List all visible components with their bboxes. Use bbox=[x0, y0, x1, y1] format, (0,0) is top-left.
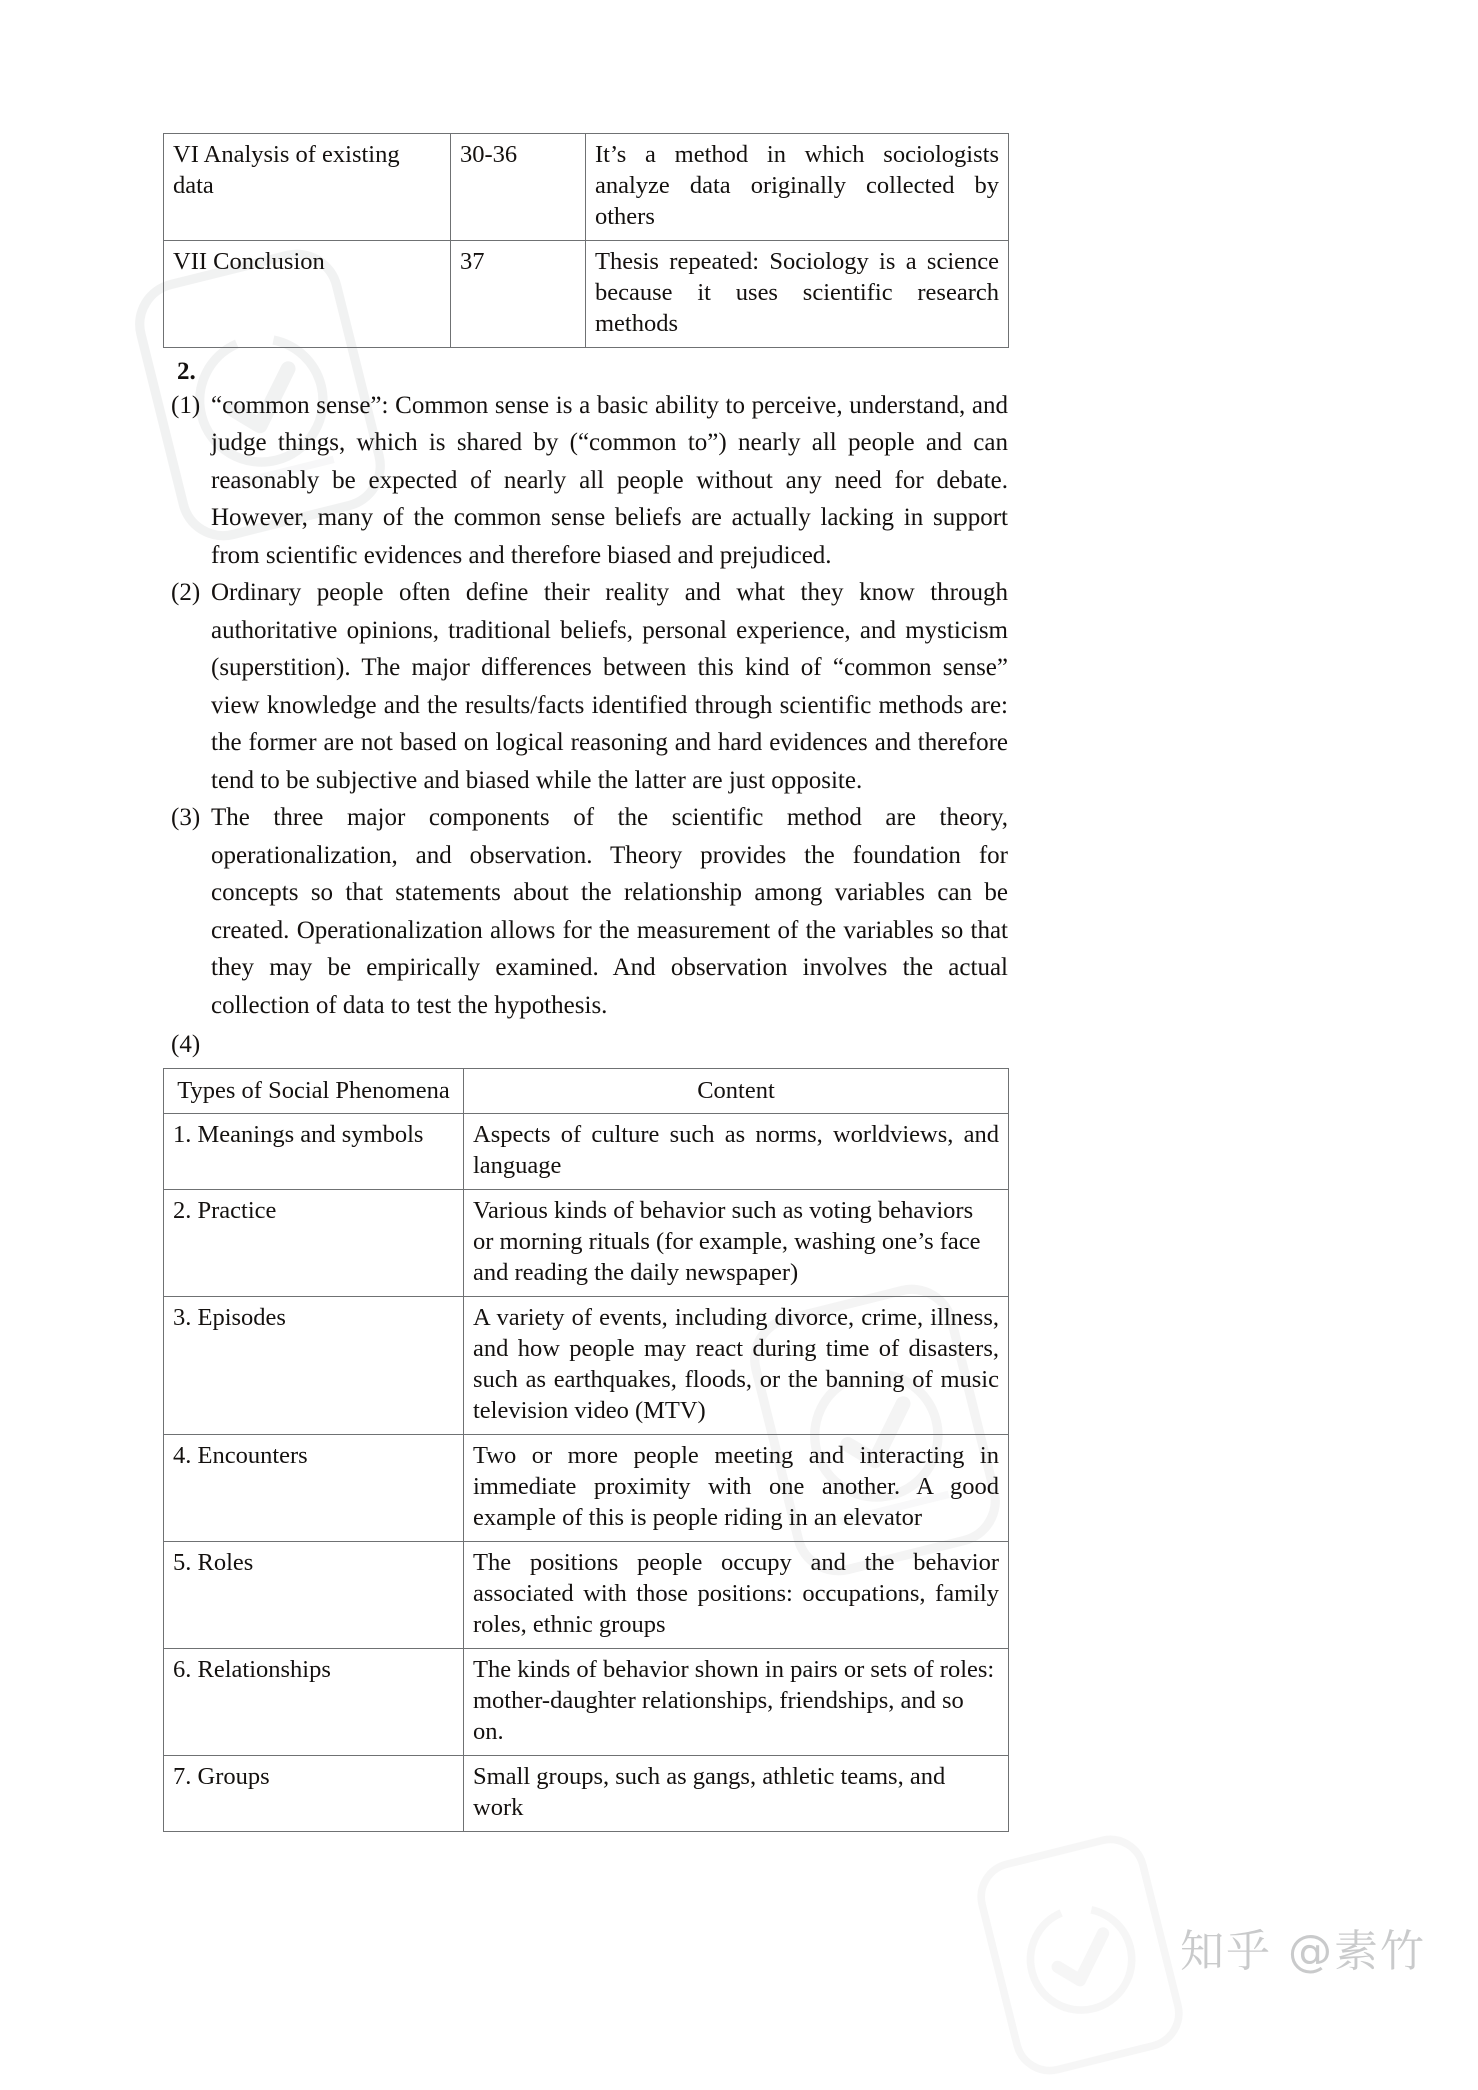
list-item-marker: (3) bbox=[171, 804, 201, 832]
list-item-marker: (2) bbox=[171, 579, 201, 607]
outline-table bbox=[163, 133, 1009, 348]
phenomenon-type: 7. Groups bbox=[164, 1755, 464, 1831]
table-row bbox=[164, 134, 1009, 241]
outline-section: VI Analysis of existing data bbox=[164, 134, 451, 241]
table-row bbox=[164, 1189, 1009, 1296]
phenomenon-content: Aspects of culture such as norms, worldviews, and language bbox=[464, 1113, 1009, 1189]
outline-description: It’s a method in which sociologists analyze data originally collected by others bbox=[586, 134, 1009, 241]
table-row bbox=[164, 1648, 1009, 1755]
document-content bbox=[163, 0, 1008, 1832]
list-item bbox=[163, 574, 1008, 799]
list-item-text: The three major components of the scientific method are theory, operationalization, and observation. Theory provides the foundation for concepts so that statements about the relationship among variables can be created. Operationalization allows for the measurement of the variables so that they may be empirically examined. And observation involves the actual collection of data to test the hypothesis. bbox=[211, 804, 1008, 1019]
phenomenon-content: The kinds of behavior shown in pairs or sets of roles: mother-daughter relationships, friendships, and so on. bbox=[464, 1648, 1009, 1755]
table-header-row bbox=[164, 1068, 1009, 1113]
outline-lines: 37 bbox=[451, 240, 586, 347]
phenomenon-content: Various kinds of behavior such as voting behaviors or morning rituals (for example, washing one’s face and reading the daily newspaper) bbox=[464, 1189, 1009, 1296]
column-header-content: Content bbox=[464, 1068, 1009, 1113]
list-item-text: Ordinary people often define their reality and what they know through authoritative opinions, traditional beliefs, personal experience, and mysticism (superstition). The major differences between this kind of “common sense” view knowledge and the results/facts identified through scientific methods are: the former are not based on logical reasoning and hard evidences and therefore tend to be subjective and biased while the latter are just opposite. bbox=[211, 579, 1008, 794]
table-row bbox=[164, 1113, 1009, 1189]
list-item-marker: (1) bbox=[171, 391, 201, 419]
phenomenon-type: 1. Meanings and symbols bbox=[164, 1113, 464, 1189]
phenomenon-content: A variety of events, including divorce, crime, illness, and how people may react during time of disasters, such as earthquakes, floods, or the banning of music television video (MTV) bbox=[464, 1296, 1009, 1434]
column-header-type: Types of Social Phenomena bbox=[164, 1068, 464, 1113]
phenomenon-type: 2. Practice bbox=[164, 1189, 464, 1296]
section-number: 2. bbox=[177, 357, 196, 385]
phenomenon-content: Two or more people meeting and interacting in immediate proximity with one another. A good example of this is people riding in an elevator bbox=[464, 1434, 1009, 1541]
table-row bbox=[164, 1541, 1009, 1648]
list-item-marker-4: (4) bbox=[171, 1031, 201, 1059]
list-item bbox=[163, 387, 1008, 575]
list-item-text: “common sense”: Common sense is a basic ability to perceive, understand, and judge things, which is shared by (“common to”) nearly all people and can reasonably be expected of nearly all people without any need for debate. However, many of the common sense beliefs are actually lacking in support from scientific evidences and therefore biased and prejudiced. bbox=[211, 391, 1008, 569]
phenomenon-type: 3. Episodes bbox=[164, 1296, 464, 1434]
phenomenon-content: Small groups, such as gangs, athletic teams, and work bbox=[464, 1755, 1009, 1831]
phenomenon-type: 5. Roles bbox=[164, 1541, 464, 1648]
phenomenon-type: 4. Encounters bbox=[164, 1434, 464, 1541]
outline-description: Thesis repeated: Sociology is a science because it uses scientific research methods bbox=[586, 240, 1009, 347]
table-row bbox=[164, 1755, 1009, 1831]
verified-badge-watermark-icon bbox=[960, 1820, 1200, 2089]
outline-section: VII Conclusion bbox=[164, 240, 451, 347]
answer-list bbox=[163, 387, 1008, 1025]
social-phenomena-table bbox=[163, 1068, 1009, 1832]
zhihu-footer-watermark: 知乎 @素竹 bbox=[1180, 1926, 1426, 1977]
outline-lines: 30-36 bbox=[451, 134, 586, 241]
table-row bbox=[164, 1296, 1009, 1434]
list-item bbox=[163, 799, 1008, 1024]
phenomenon-content: The positions people occupy and the behavior associated with those positions: occupations, family roles, ethnic groups bbox=[464, 1541, 1009, 1648]
table-row bbox=[164, 1434, 1009, 1541]
table-row bbox=[164, 240, 1009, 347]
phenomenon-type: 6. Relationships bbox=[164, 1648, 464, 1755]
